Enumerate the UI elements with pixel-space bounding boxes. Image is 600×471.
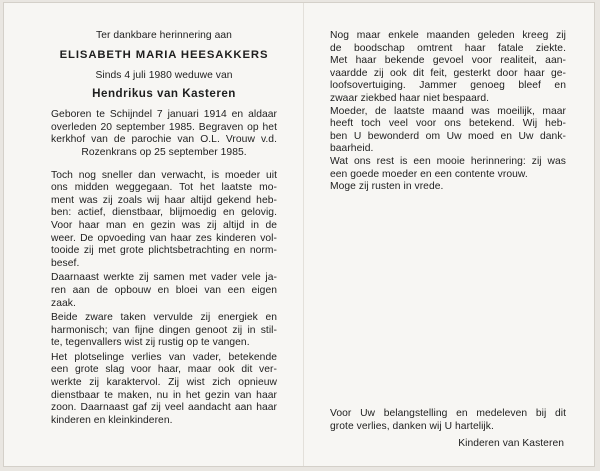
thanks-line: Voor Uw belangstelling en medeleven bij dit [330,408,566,419]
text-line: kinderen en kleinkinderen. [51,414,173,426]
text-line: Moeder, de laatste maand was moeilijk, maar [330,105,566,117]
card-fold [303,3,304,466]
text-line: vaardde zij ook dit feit, gesterkt door haar ge- [330,67,566,79]
memorial-paragraph-1 [51,170,277,271]
text-line: dienstbaar te maken, nu in het gezin van haar [51,389,277,401]
text-line: harmonisch; van fijne dingen genoot zij in stil- [51,324,277,336]
reflection-paragraph-2 [330,106,566,156]
widow-line: Sinds 4 juli 1980 weduwe van [95,69,233,81]
gratitude-line: Ter dankbare herinnering aan [96,30,232,41]
text-line: Daarnaast werkte zij samen met vader vele ja- [51,272,277,284]
left-panel [51,30,277,427]
text-line: Voor haar man en gezin was zij altijd in de [51,219,277,231]
text-line: Beide zware taken vervulde zij energiek en [51,312,277,324]
text-line: baarheid. [330,143,374,155]
text-line: Nog maar enkele maanden geleden kreeg zij [330,30,566,41]
text-line: ment was zij zoals wij haar altijd gekend heb- [51,194,277,206]
detail-line: Geboren te Schijndel 7 januari 1914 en aldaar [51,109,277,121]
thanks-line: grote verlies, danken wij U hartelijk. [330,420,494,432]
text-line: tooide zij met grote plichtsbetrachting en norm- [51,245,277,257]
text-line: Met haar bekende gevoel voor realiteit, aan- [330,55,566,67]
text-line: werkte zij karaktervol. Zij wist zich opnieuw [51,377,277,389]
text-line: Moge zij rusten in vrede. [330,181,444,193]
text-line: een goede moeder en een contente vrouw. [330,168,528,180]
memorial-paragraph-2 [51,272,277,310]
text-line: ons midden weggegaan. Tot het laatste mo- [51,182,277,194]
detail-line: Rozenkrans op 25 september 1985. [81,146,247,158]
text-line: zwaar ziekbed haar niet bespaard. [330,92,490,104]
text-line: besef. [51,257,80,269]
text-line: weer. De opvoeding van haar zes kinderen vol- [51,232,277,244]
reflection-paragraph-3 [330,156,566,194]
detail-line: overleden 20 september 1985. Begraven op het [51,121,277,133]
reflection-paragraph-1 [330,30,566,106]
deceased-name: ELISABETH MARIA HEESAKKERS [59,48,269,61]
text-line: heeft toch veel voor ons betekend. Wij heb- [330,118,566,130]
text-line: de boodschap omtrent haar fatale ziekte. [330,42,566,54]
closing-note [330,408,566,451]
text-line: zoon. Daarnaast gaf zij veel aandacht aan haar [51,402,277,414]
text-line: te, tegenvallers wist zij rustig op te vangen. [51,337,250,349]
husband-name: Hendrikus van Kasteren [92,87,236,101]
text-line: Wat ons rest is een mooie herinnering: zij was [330,155,566,167]
text-line: zaak. [51,297,76,309]
memorial-paragraph-3 [51,312,277,350]
right-panel [330,30,566,194]
text-line: een grote slag voor haar, maar ook dit ver- [51,364,277,376]
text-line: ren aan de opbouw en bloei van een eigen [51,284,277,296]
signature: Kinderen van Kasteren [458,438,564,450]
text-line: loofsovertuiging. Jammer genoeg bleef en [330,80,566,92]
life-details [51,109,277,159]
detail-line: kerkhof van de parochie van O.L. Vrouw v.d. [51,134,277,146]
text-line: Het plotselinge verlies van vader, betekende [51,351,277,363]
text-line: ben U bewonderd om Uw moed en Uw dank- [330,130,566,142]
memorial-paragraph-4 [51,352,277,428]
text-line: ben: actief, dienstbaar, blijmoedig en gelovig. [51,207,277,219]
text-line: Toch nog sneller dan verwacht, is moeder uit [51,169,277,181]
